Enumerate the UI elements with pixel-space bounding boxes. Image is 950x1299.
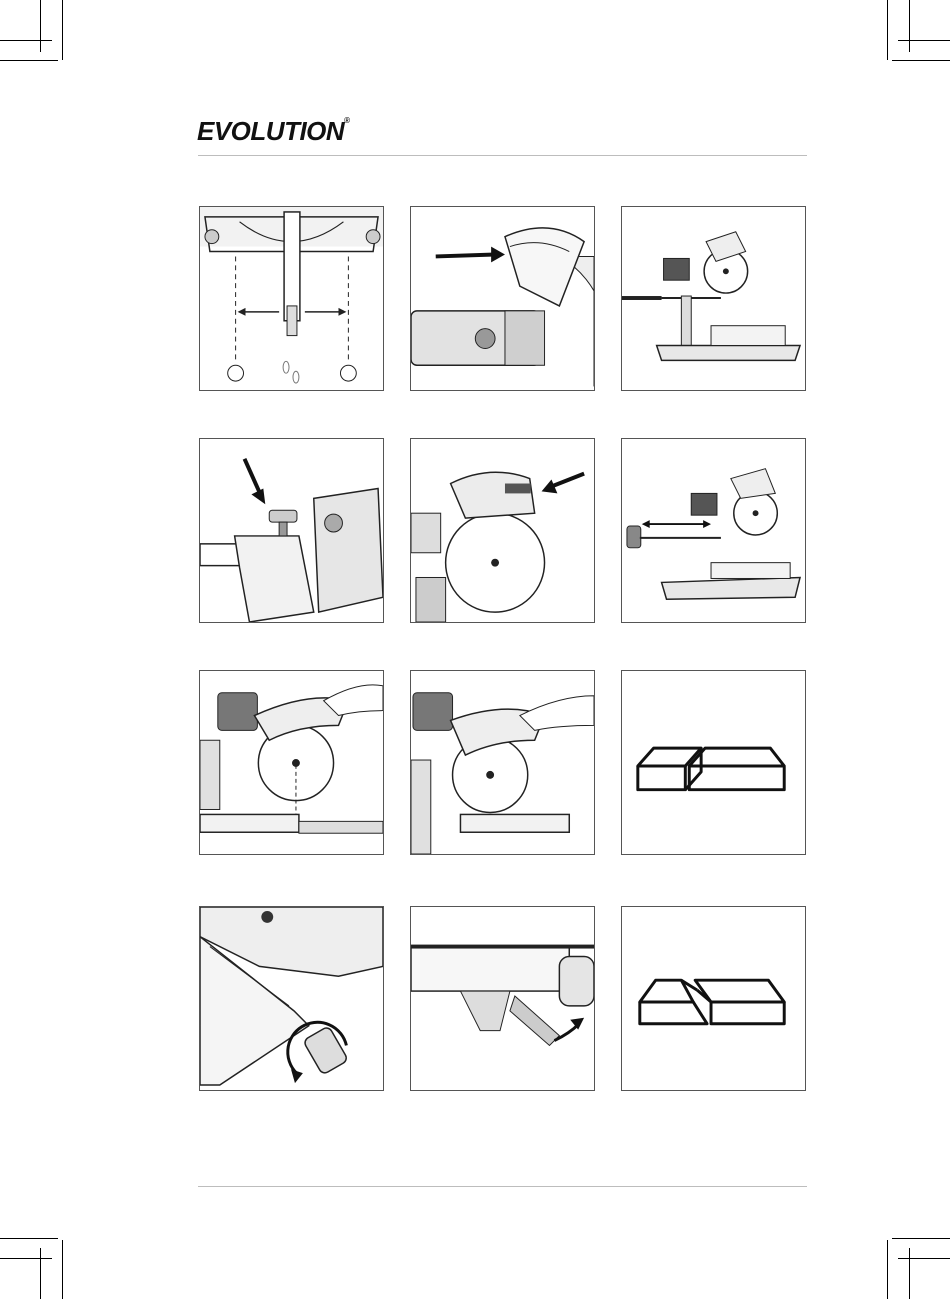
crop-mark	[898, 40, 950, 41]
handle-grip-arrow-diagram-icon	[411, 207, 594, 390]
lever-release-rotate-diagram	[410, 906, 595, 1091]
crop-mark	[40, 1248, 41, 1299]
crop-mark	[0, 60, 58, 61]
saw-front-view-stance-diagram	[199, 206, 384, 391]
crop-mark	[0, 1238, 58, 1239]
brand-logo-text: EVOLUTION	[197, 116, 345, 146]
straight-cut-workpiece-diagram	[621, 670, 806, 855]
crop-mark	[909, 1248, 910, 1299]
crop-mark	[909, 0, 910, 52]
footer-divider	[198, 1186, 807, 1187]
table-lock-knob-rotate-diagram-icon	[200, 907, 383, 1090]
saw-front-view-stance-diagram-icon	[200, 207, 383, 390]
slide-rail-extension-diagram-icon	[622, 439, 805, 622]
crop-mark	[0, 40, 52, 41]
brand-logo	[197, 116, 350, 147]
bevel-cut-workpiece-diagram-icon	[622, 907, 805, 1090]
crop-mark	[40, 0, 41, 52]
crop-mark	[892, 1238, 950, 1239]
crop-mark	[898, 1258, 950, 1259]
crop-mark	[0, 1258, 52, 1259]
hand-lowering-blade-alignment-diagram	[199, 670, 384, 855]
crop-mark	[62, 1240, 63, 1299]
blade-guard-label-arrow-diagram	[410, 438, 595, 623]
saw-side-view-diagram-icon	[622, 207, 805, 390]
handle-grip-arrow-diagram	[410, 206, 595, 391]
straight-cut-workpiece-diagram-icon	[622, 671, 805, 854]
blade-guard-label-arrow-diagram-icon	[411, 439, 594, 622]
lever-release-rotate-diagram-icon	[411, 907, 594, 1090]
crop-mark	[887, 0, 888, 60]
table-lock-knob-rotate-diagram	[199, 906, 384, 1091]
locking-knob-arrow-diagram-icon	[200, 439, 383, 622]
crop-mark	[887, 1240, 888, 1299]
crop-mark	[62, 0, 63, 60]
slide-rail-extension-diagram	[621, 438, 806, 623]
trademark-symbol: ®	[344, 116, 350, 125]
bevel-cut-workpiece-diagram	[621, 906, 806, 1091]
hand-cutting-workpiece-diagram	[410, 670, 595, 855]
hand-lowering-blade-alignment-diagram-icon	[200, 671, 383, 854]
locking-knob-arrow-diagram	[199, 438, 384, 623]
saw-side-view-diagram	[621, 206, 806, 391]
crop-mark	[892, 60, 950, 61]
header-divider	[198, 155, 807, 156]
hand-cutting-workpiece-diagram-icon	[411, 671, 594, 854]
